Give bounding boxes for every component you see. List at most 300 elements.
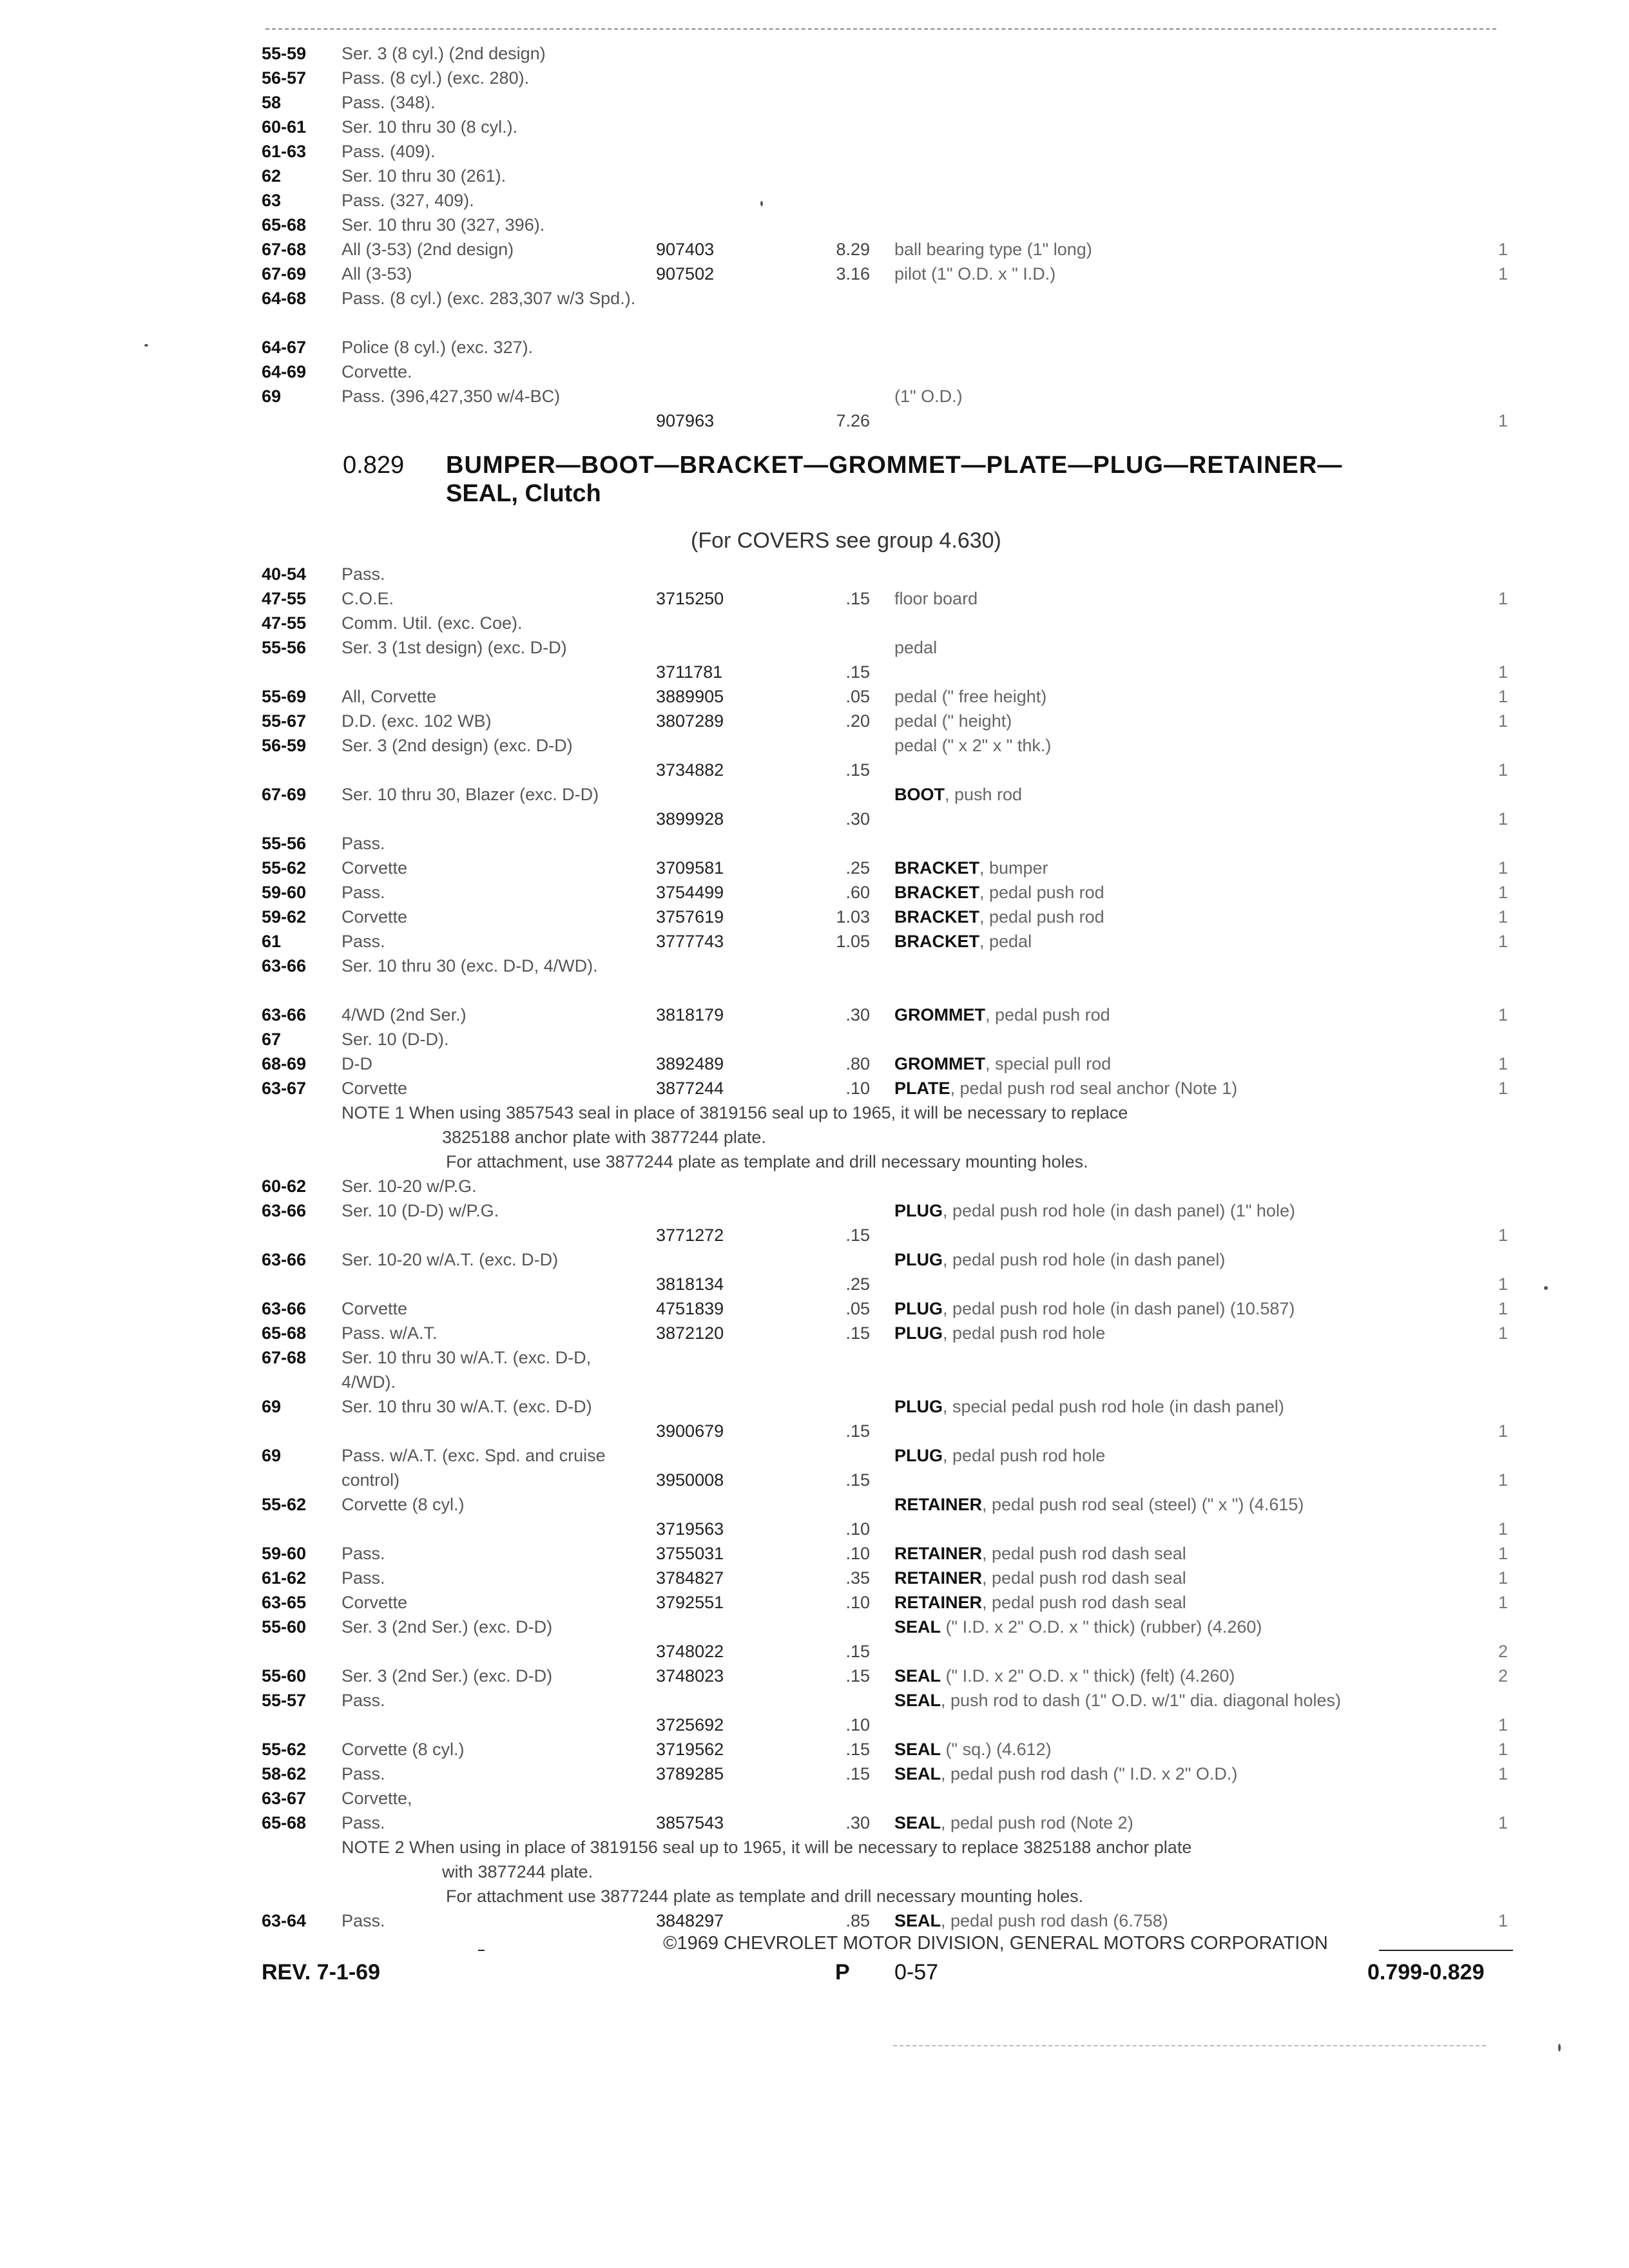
model-year: 40-54 <box>262 564 307 584</box>
part-number: 3755031 <box>656 1544 724 1563</box>
model-year: 63-66 <box>262 956 307 975</box>
quantity: 1 <box>1498 809 1508 829</box>
quantity: 1 <box>1498 662 1508 682</box>
model-year: 64-68 <box>262 289 307 308</box>
model-year: 63-66 <box>262 1299 307 1318</box>
page-number: 0-57 <box>894 1960 939 1984</box>
top-rule <box>265 28 1496 30</box>
model-description: Corvette <box>342 858 408 878</box>
table-row <box>0 1394 1629 1443</box>
model-description: Pass. <box>342 883 385 902</box>
quantity: 1 <box>1498 589 1508 608</box>
revision-date: REV. 7-1-69 <box>262 1960 380 1984</box>
model-year: 55-57 <box>262 1691 307 1710</box>
model-year: 56-59 <box>262 736 307 755</box>
model-year: 59-62 <box>262 907 307 927</box>
table-row <box>0 384 1629 433</box>
model-description: Pass. <box>342 834 385 853</box>
quantity: 1 <box>1498 1568 1508 1588</box>
note-1 <box>0 1100 1629 1174</box>
table-row <box>0 782 1629 831</box>
part-description: SEAL, pedal push rod dash (6.758) <box>894 1911 1168 1930</box>
quantity: 1 <box>1498 1911 1508 1930</box>
part-number: 3899928 <box>656 809 724 829</box>
page-prefix: P <box>835 1960 850 1984</box>
model-description: Pass. w/A.T. (exc. Spd. and cruise control) <box>342 1446 606 1490</box>
part-number: 3725692 <box>656 1715 724 1735</box>
part-description: BRACKET, pedal push rod <box>894 883 1104 902</box>
model-year: 69 <box>262 1446 282 1465</box>
part-number: 3792551 <box>656 1593 724 1612</box>
table-row <box>0 1590 1629 1615</box>
model-year: 65-68 <box>262 215 307 235</box>
list-price: .10 <box>845 1544 870 1563</box>
part-number: 907403 <box>656 240 715 259</box>
table-row <box>0 164 1629 188</box>
list-price: .10 <box>845 1715 870 1735</box>
quantity: 1 <box>1498 1323 1508 1343</box>
part-description: RETAINER, pedal push rod dash seal <box>894 1593 1186 1612</box>
model-year: 64-67 <box>262 338 307 357</box>
part-description: pedal (" free height) <box>894 687 1047 706</box>
quantity: 1 <box>1498 1519 1508 1539</box>
quantity: 1 <box>1498 1421 1508 1441</box>
quantity: 1 <box>1498 1470 1508 1490</box>
model-year: 67-69 <box>262 785 307 804</box>
parts-list-continued <box>0 41 1629 433</box>
model-description: Comm. Util. (exc. Coe). <box>342 613 523 633</box>
part-description: GROMMET, pedal push rod <box>894 1005 1110 1024</box>
part-description: pedal (" x 2" x " thk.) <box>894 736 1052 755</box>
quantity: 1 <box>1498 858 1508 878</box>
table-row <box>0 880 1629 905</box>
note2-line3: For attachment use 3877244 plate as template and drill necessary mounting holes. <box>446 1887 1084 1906</box>
model-description: Ser. 10 (D-D). <box>342 1030 449 1049</box>
part-number: 3709581 <box>656 858 724 878</box>
quantity: 1 <box>1498 264 1508 284</box>
table-row <box>0 929 1629 954</box>
part-description: GROMMET, special pull rod <box>894 1054 1112 1073</box>
model-description: Corvette (8 cyl.) <box>342 1495 465 1514</box>
table-row <box>0 635 1629 684</box>
model-year: 61-63 <box>262 142 307 161</box>
part-number: 3734882 <box>656 760 724 780</box>
quantity: 1 <box>1498 1225 1508 1245</box>
table-row <box>0 213 1629 237</box>
model-year: 61-62 <box>262 1568 307 1588</box>
model-description: Pass. <box>342 1764 385 1783</box>
model-year: 55-56 <box>262 834 307 853</box>
list-price: .15 <box>845 589 870 608</box>
list-price: .15 <box>845 1666 870 1686</box>
group-number: 0.829 <box>343 452 405 479</box>
part-number: 4751839 <box>656 1299 724 1318</box>
model-description: Corvette. <box>342 362 412 381</box>
model-description: Corvette <box>342 1299 408 1318</box>
table-row <box>0 709 1629 733</box>
model-year: 63-66 <box>262 1005 307 1024</box>
quantity: 1 <box>1498 1740 1508 1759</box>
part-number: 3950008 <box>656 1470 724 1490</box>
part-number: 3719563 <box>656 1519 724 1539</box>
model-description: Pass. <box>342 1568 385 1588</box>
model-description: Corvette <box>342 1593 408 1612</box>
table-row <box>0 1492 1629 1541</box>
model-year: 47-55 <box>262 589 307 608</box>
model-year: 55-62 <box>262 1495 307 1514</box>
table-row <box>0 1076 1629 1100</box>
list-price: .15 <box>845 1421 870 1441</box>
scan-smudge <box>893 2045 1486 2046</box>
list-price: .15 <box>845 1225 870 1245</box>
model-year: 63-67 <box>262 1789 307 1808</box>
model-description: D-D <box>342 1054 372 1073</box>
list-price: .15 <box>845 1740 870 1759</box>
model-year: 55-62 <box>262 858 307 878</box>
model-description: Ser. 3 (2nd Ser.) (exc. D-D) <box>342 1617 553 1637</box>
part-number: 3872120 <box>656 1323 724 1343</box>
part-number: 3900679 <box>656 1421 724 1441</box>
model-description: All (3-53) (2nd design) <box>342 240 514 259</box>
list-price: 8.29 <box>836 240 870 259</box>
parts-rows-c <box>0 1908 1629 1933</box>
table-row <box>0 1174 1629 1198</box>
parts-list-0829 <box>0 562 1629 1933</box>
part-number: 907963 <box>656 411 715 430</box>
model-year: 63-66 <box>262 1250 307 1269</box>
table-row <box>0 1566 1629 1590</box>
part-number: 3771272 <box>656 1225 724 1245</box>
list-price: .85 <box>845 1911 870 1930</box>
part-number: 3848297 <box>656 1911 724 1930</box>
part-description: ball bearing type (1" long) <box>894 240 1092 259</box>
model-description: Ser. 3 (1st design) (exc. D-D) <box>342 638 567 657</box>
model-year: 69 <box>262 1397 282 1416</box>
model-year: 61 <box>262 932 282 951</box>
list-price: .25 <box>845 858 870 878</box>
table-row <box>0 90 1629 115</box>
list-price: .05 <box>845 1299 870 1318</box>
table-row <box>0 335 1629 360</box>
table-row <box>0 905 1629 929</box>
model-year: 63-64 <box>262 1911 307 1930</box>
list-price: 3.16 <box>836 264 870 284</box>
note2-line2: with 3877244 plate. <box>442 1862 593 1881</box>
quantity: 1 <box>1498 240 1508 259</box>
parts-rows-a <box>0 562 1629 1100</box>
model-year: 64-69 <box>262 362 307 381</box>
part-number: 3748022 <box>656 1642 724 1661</box>
table-row <box>0 1786 1629 1811</box>
model-description: Ser. 10-20 w/P.G. <box>342 1177 477 1196</box>
model-description: Pass. <box>342 932 385 951</box>
table-row <box>0 1908 1629 1933</box>
model-description: Ser. 10 thru 30 w/A.T. (exc. D-D, 4/WD). <box>342 1348 592 1392</box>
scan-speck <box>144 344 148 347</box>
model-year: 63-67 <box>262 1079 307 1098</box>
part-description: SEAL (" I.D. x 2" O.D. x " thick) (felt) (4.260) <box>894 1666 1235 1686</box>
model-description: Pass. (409). <box>342 142 436 161</box>
list-price: .05 <box>845 687 870 706</box>
table-row <box>0 1247 1629 1296</box>
group-title-line2: SEAL, Clutch <box>446 480 601 507</box>
model-description: C.O.E. <box>342 589 394 608</box>
model-year: 69 <box>262 387 282 406</box>
model-description: D.D. (exc. 102 WB) <box>342 711 492 731</box>
model-year: 55-62 <box>262 1740 307 1759</box>
table-row <box>0 1052 1629 1076</box>
model-description: Pass. (327, 409). <box>342 191 474 210</box>
table-row <box>0 562 1629 586</box>
list-price: .10 <box>845 1519 870 1539</box>
part-description: PLUG, pedal push rod hole (in dash panel) (1" hole) <box>894 1201 1295 1220</box>
list-price: .15 <box>845 1764 870 1783</box>
part-description: SEAL, pedal push rod dash (" I.D. x 2" O.D.) <box>894 1764 1238 1783</box>
part-description: PLUG, pedal push rod hole (in dash panel) (10.587) <box>894 1299 1295 1318</box>
table-row <box>0 237 1629 262</box>
model-description: Ser. 10-20 w/A.T. (exc. D-D) <box>342 1250 559 1269</box>
part-description: SEAL, push rod to dash (1" O.D. w/1" dia. diagonal holes) <box>894 1691 1342 1710</box>
scan-speck <box>1544 1286 1548 1290</box>
group-range: 0.799-0.829 <box>1367 1960 1485 1984</box>
part-description: PLUG, pedal push rod hole <box>894 1446 1106 1465</box>
part-number: 3857543 <box>656 1813 724 1832</box>
part-number: 3748023 <box>656 1666 724 1686</box>
model-description: Pass. <box>342 564 385 584</box>
quantity: 1 <box>1498 1079 1508 1098</box>
model-description: Corvette, <box>342 1789 412 1808</box>
list-price: .20 <box>845 711 870 731</box>
model-description: Ser. 10 thru 30 w/A.T. (exc. D-D) <box>342 1397 592 1416</box>
quantity: 2 <box>1498 1666 1508 1686</box>
table-row <box>0 831 1629 856</box>
model-year: 59-60 <box>262 883 307 902</box>
table-row <box>0 188 1629 213</box>
model-description: Ser. 3 (2nd design) (exc. D-D) <box>342 736 573 755</box>
group-title-line1: BUMPER—BOOT—BRACKET—GROMMET—PLATE—PLUG—RETAINER— <box>446 452 1343 479</box>
scan-speck <box>760 201 763 206</box>
quantity: 1 <box>1498 1054 1508 1073</box>
table-row <box>0 1762 1629 1786</box>
model-year: 60-62 <box>262 1177 307 1196</box>
model-description: Pass. <box>342 1911 385 1930</box>
model-year: 55-56 <box>262 638 307 657</box>
part-description: PLATE, pedal push rod seal anchor (Note 1) <box>894 1079 1238 1098</box>
quantity: 1 <box>1498 1544 1508 1563</box>
table-row <box>0 262 1629 286</box>
table-row <box>0 1321 1629 1345</box>
model-year: 68-69 <box>262 1054 307 1073</box>
part-number: 3784827 <box>656 1568 724 1588</box>
part-description: (1" O.D.) <box>894 387 963 406</box>
list-price: .30 <box>845 1005 870 1024</box>
list-price: .15 <box>845 1323 870 1343</box>
table-row <box>0 1296 1629 1321</box>
table-row <box>0 856 1629 880</box>
model-description: Police (8 cyl.) (exc. 327). <box>342 338 534 357</box>
list-price: .10 <box>845 1593 870 1612</box>
model-year: 58-62 <box>262 1764 307 1783</box>
model-description: Ser. 10 thru 30 (327, 396). <box>342 215 545 235</box>
table-row <box>0 360 1629 384</box>
model-description: Pass. (8 cyl.) (exc. 283,307 w/3 Spd.). <box>342 289 636 308</box>
part-number: 3889905 <box>656 687 724 706</box>
part-number: 3754499 <box>656 883 724 902</box>
model-year: 62 <box>262 166 282 186</box>
quantity: 1 <box>1498 1005 1508 1024</box>
part-number: 3789285 <box>656 1764 724 1783</box>
model-year: 65-68 <box>262 1323 307 1343</box>
table-row <box>0 1198 1629 1247</box>
table-row <box>0 1443 1629 1492</box>
list-price: 7.26 <box>836 411 870 430</box>
table-row <box>0 586 1629 611</box>
model-description: Pass. w/A.T. <box>342 1323 438 1343</box>
part-description: BRACKET, pedal <box>894 932 1032 951</box>
note-2 <box>0 1835 1629 1908</box>
part-number: 3807289 <box>656 711 724 731</box>
part-description: floor board <box>894 589 978 608</box>
part-number: 3757619 <box>656 907 724 927</box>
part-description: SEAL (" I.D. x 2" O.D. x " thick) (rubber) (4.260) <box>894 1617 1262 1637</box>
model-description: Ser. 3 (8 cyl.) (2nd design) <box>342 44 546 63</box>
part-number: 3777743 <box>656 932 724 951</box>
part-number: 3818134 <box>656 1274 724 1294</box>
model-description: Ser. 10 (D-D) w/P.G. <box>342 1201 499 1220</box>
model-description: Pass. (348). <box>342 93 436 112</box>
copyright-line <box>478 1933 1513 1959</box>
quantity: 1 <box>1498 1715 1508 1735</box>
quantity: 1 <box>1498 1299 1508 1318</box>
model-year: 55-60 <box>262 1617 307 1637</box>
table-row <box>0 1027 1629 1052</box>
table-row <box>0 1737 1629 1762</box>
model-description: Corvette <box>342 907 408 927</box>
part-description: SEAL, pedal push rod (Note 2) <box>894 1813 1133 1832</box>
note1-line2: 3825188 anchor plate with 3877244 plate. <box>442 1128 766 1147</box>
part-description: RETAINER, pedal push rod dash seal <box>894 1568 1186 1588</box>
table-row <box>0 115 1629 139</box>
list-price: 1.03 <box>836 907 870 927</box>
table-row <box>0 954 1629 1003</box>
quantity: 1 <box>1498 1813 1508 1832</box>
model-year: 55-67 <box>262 711 307 731</box>
part-description: pedal <box>894 638 938 657</box>
part-description: BOOT, push rod <box>894 785 1023 804</box>
copyright-text: ©1969 CHEVROLET MOTOR DIVISION, GENERAL MOTORS CORPORATION <box>663 1933 1328 1954</box>
table-row <box>0 139 1629 164</box>
model-description: Ser. 3 (2nd Ser.) (exc. D-D) <box>342 1666 553 1686</box>
quantity: 1 <box>1498 711 1508 731</box>
model-year: 59-60 <box>262 1544 307 1563</box>
part-description: PLUG, special pedal push rod hole (in dash panel) <box>894 1397 1284 1416</box>
list-price: .35 <box>845 1568 870 1588</box>
model-year: 56-57 <box>262 68 307 88</box>
part-description: pedal (" height) <box>894 711 1012 731</box>
part-description: pilot (1" O.D. x " I.D.) <box>894 264 1056 284</box>
list-price: 1.05 <box>836 932 870 951</box>
model-year: 55-69 <box>262 687 307 706</box>
model-description: 4/WD (2nd Ser.) <box>342 1005 467 1024</box>
part-number: 3818179 <box>656 1005 724 1024</box>
model-year: 63 <box>262 191 282 210</box>
note1-line1: NOTE 1 When using 3857543 seal in place of 3819156 seal up to 1965, it will be necessary to replace <box>342 1103 1128 1122</box>
quantity: 1 <box>1498 411 1508 430</box>
list-price: .15 <box>845 662 870 682</box>
table-row <box>0 1541 1629 1566</box>
list-price: .10 <box>845 1079 870 1098</box>
model-description: Corvette (8 cyl.) <box>342 1740 465 1759</box>
part-number: 3877244 <box>656 1079 724 1098</box>
quantity: 1 <box>1498 883 1508 902</box>
model-year: 67-68 <box>262 1348 307 1367</box>
model-description: Pass. (8 cyl.) (exc. 280). <box>342 68 530 88</box>
table-row <box>0 286 1629 335</box>
list-price: .30 <box>845 809 870 829</box>
model-description: Ser. 10 thru 30 (exc. D-D, 4/WD). <box>342 956 598 975</box>
table-row <box>0 66 1629 90</box>
list-price: .30 <box>845 1813 870 1832</box>
table-row <box>0 733 1629 782</box>
model-year: 65-68 <box>262 1813 307 1832</box>
part-number: 3719562 <box>656 1740 724 1759</box>
part-description: RETAINER, pedal push rod dash seal <box>894 1544 1186 1563</box>
parts-rows-b <box>0 1174 1629 1835</box>
part-number: 3711781 <box>656 662 723 682</box>
table-row <box>0 1003 1629 1027</box>
quantity: 1 <box>1498 1764 1508 1783</box>
quantity: 1 <box>1498 760 1508 780</box>
model-description: Ser. 10 thru 30, Blazer (exc. D-D) <box>342 785 599 804</box>
model-year: 47-55 <box>262 613 307 633</box>
table-row <box>0 1688 1629 1737</box>
model-description: Corvette <box>342 1079 408 1098</box>
model-year: 55-60 <box>262 1666 307 1686</box>
model-year: 63-65 <box>262 1593 307 1612</box>
model-description: Ser. 10 thru 30 (261). <box>342 166 506 186</box>
part-description: PLUG, pedal push rod hole (in dash panel) <box>894 1250 1226 1269</box>
list-price: .15 <box>845 760 870 780</box>
model-year: 67-68 <box>262 240 307 259</box>
model-year: 67-69 <box>262 264 307 284</box>
list-price: .15 <box>845 1642 870 1661</box>
table-row <box>0 1345 1629 1394</box>
list-price: .60 <box>845 883 870 902</box>
quantity: 1 <box>1498 907 1508 927</box>
model-description: Pass. <box>342 1813 385 1832</box>
part-description: SEAL (" sq.) (4.612) <box>894 1740 1052 1759</box>
model-year: 67 <box>262 1030 282 1049</box>
table-row <box>0 611 1629 635</box>
quantity: 1 <box>1498 1593 1508 1612</box>
part-number: 3715250 <box>656 589 724 608</box>
table-row <box>0 1811 1629 1835</box>
quantity: 1 <box>1498 1274 1508 1294</box>
list-price: .25 <box>845 1274 870 1294</box>
note1-line3: For attachment, use 3877244 plate as template and drill necessary mounting holes. <box>446 1152 1088 1171</box>
model-description: All (3-53) <box>342 264 412 284</box>
model-year: 63-66 <box>262 1201 307 1220</box>
table-row <box>0 1664 1629 1688</box>
quantity: 2 <box>1498 1642 1508 1661</box>
model-description: Ser. 10 thru 30 (8 cyl.). <box>342 117 518 137</box>
scan-speck <box>1558 2044 1561 2052</box>
part-description: RETAINER, pedal push rod seal (steel) (" x ") (4.615) <box>894 1495 1304 1514</box>
quantity: 1 <box>1498 932 1508 951</box>
part-number: 3892489 <box>656 1054 724 1073</box>
part-number: 907502 <box>656 264 715 284</box>
model-description: Pass. <box>342 1691 385 1710</box>
